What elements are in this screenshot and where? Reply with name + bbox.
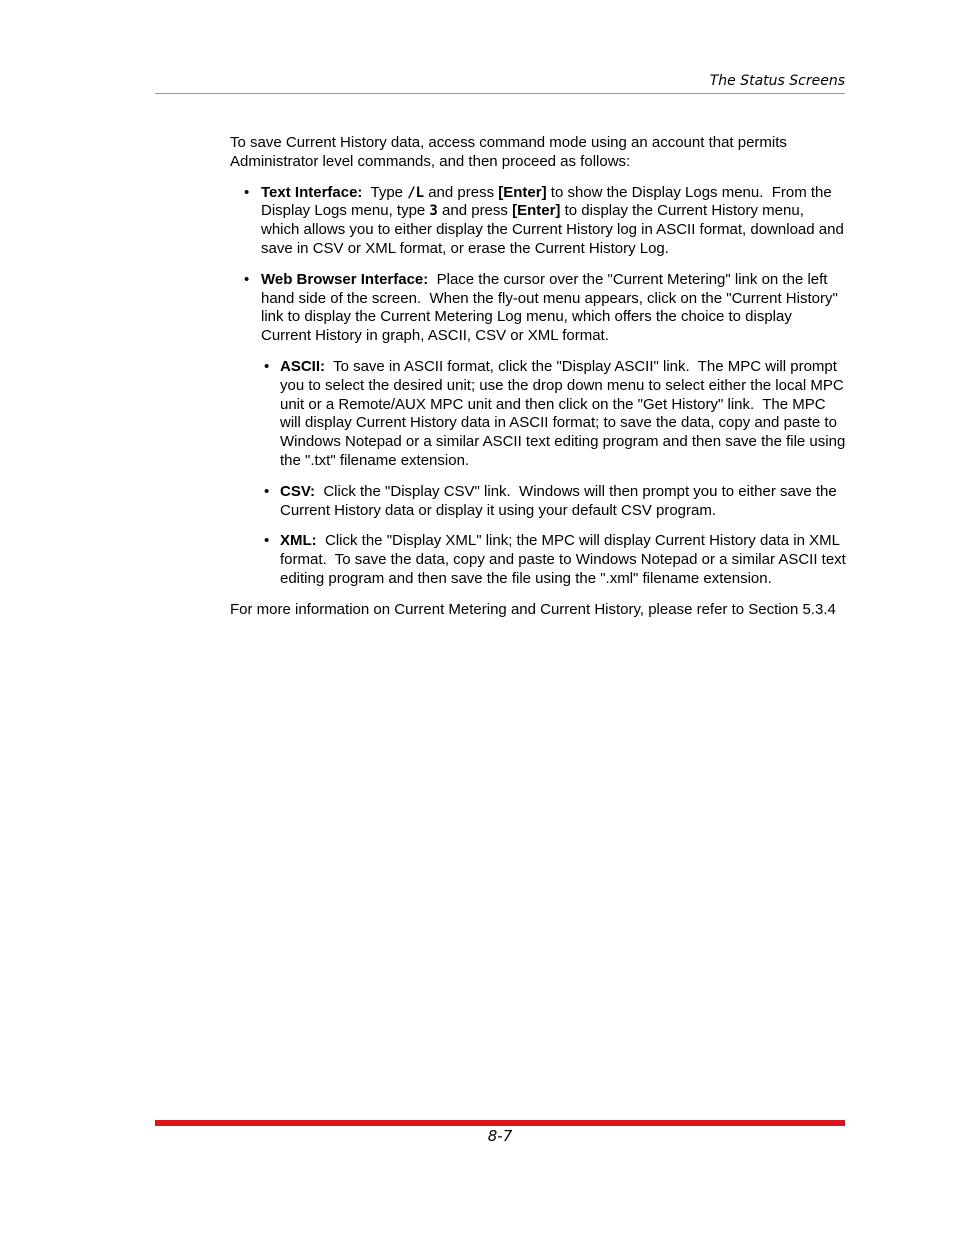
item-text: to display the Current History menu, which allows you to either display the Current History log in ASCII format, download and save in CSV or XML format, or erase the Current History Log. [261, 202, 844, 257]
page-number: 8-7 [487, 1127, 513, 1145]
item-text: Click the "Display XML" link; the MPC will display Current History data in XML format. To save the data, copy and paste to Windows Notepad or a similar ASCII text editing program and then save the file using the ".xml" filename extension. [280, 532, 851, 587]
item-text: Click the "Display CSV" link. Windows will then prompt you to either save the Current History data or display it using your default CSV program. [280, 482, 841, 519]
item-text: Type [362, 183, 408, 201]
sub-item-xml [230, 532, 851, 588]
item-lead: ASCII: [280, 357, 325, 375]
format-list [230, 357, 851, 589]
sub-item-ascii [230, 357, 850, 471]
page-body [230, 134, 851, 620]
item-lead: XML: [280, 532, 317, 550]
list-item-web-interface [230, 270, 851, 589]
item-lead: Web Browser Interface: [261, 270, 429, 288]
item-lead: Text Interface: [261, 183, 363, 201]
command-code: /L [407, 184, 425, 201]
sub-item-csv [230, 483, 846, 521]
item-lead: CSV: [280, 482, 316, 500]
item-text: and press [437, 202, 513, 220]
item-text: To save in ASCII format, click the "Display ASCII" link. The MPC will prompt you to select the desired unit; use the drop down menu to select either the local MPC unit or a Remote/AUX MPC unit and then click on the "Get History" link. The MPC will display Current History data in ASCII format; to save the data, copy and paste to Windows Notepad or a similar ASCII text editing program and then save the file using the ".txt" filename extension. [280, 357, 850, 469]
item-text: and press [424, 183, 499, 201]
intro-paragraph: To save Current History data, access command mode using an account that permits Administrator level commands, and then proceed as follows: [230, 134, 787, 170]
command-code: 3 [429, 203, 438, 220]
closing-paragraph: For more information on Current Metering and Current History, please refer to Section 5.3.4 [230, 600, 836, 618]
procedure-list [230, 183, 851, 589]
item-text: to show the Display Logs menu. From the Display Logs menu, type [261, 183, 836, 220]
section-title: The Status Screens [709, 73, 845, 89]
key-name: [Enter] [512, 202, 561, 220]
list-item-text-interface [230, 184, 846, 259]
key-name: [Enter] [498, 183, 547, 201]
item-text: Place the cursor over the "Current Metering" link on the left hand side of the screen. When the fly-out menu appears, click on the "Current History" link to display the Current Metering Log menu, which offers the choice to display Current History in graph, ASCII, CSV or XML format. [261, 270, 842, 345]
running-header [155, 72, 845, 94]
footer-rule [155, 1120, 845, 1126]
